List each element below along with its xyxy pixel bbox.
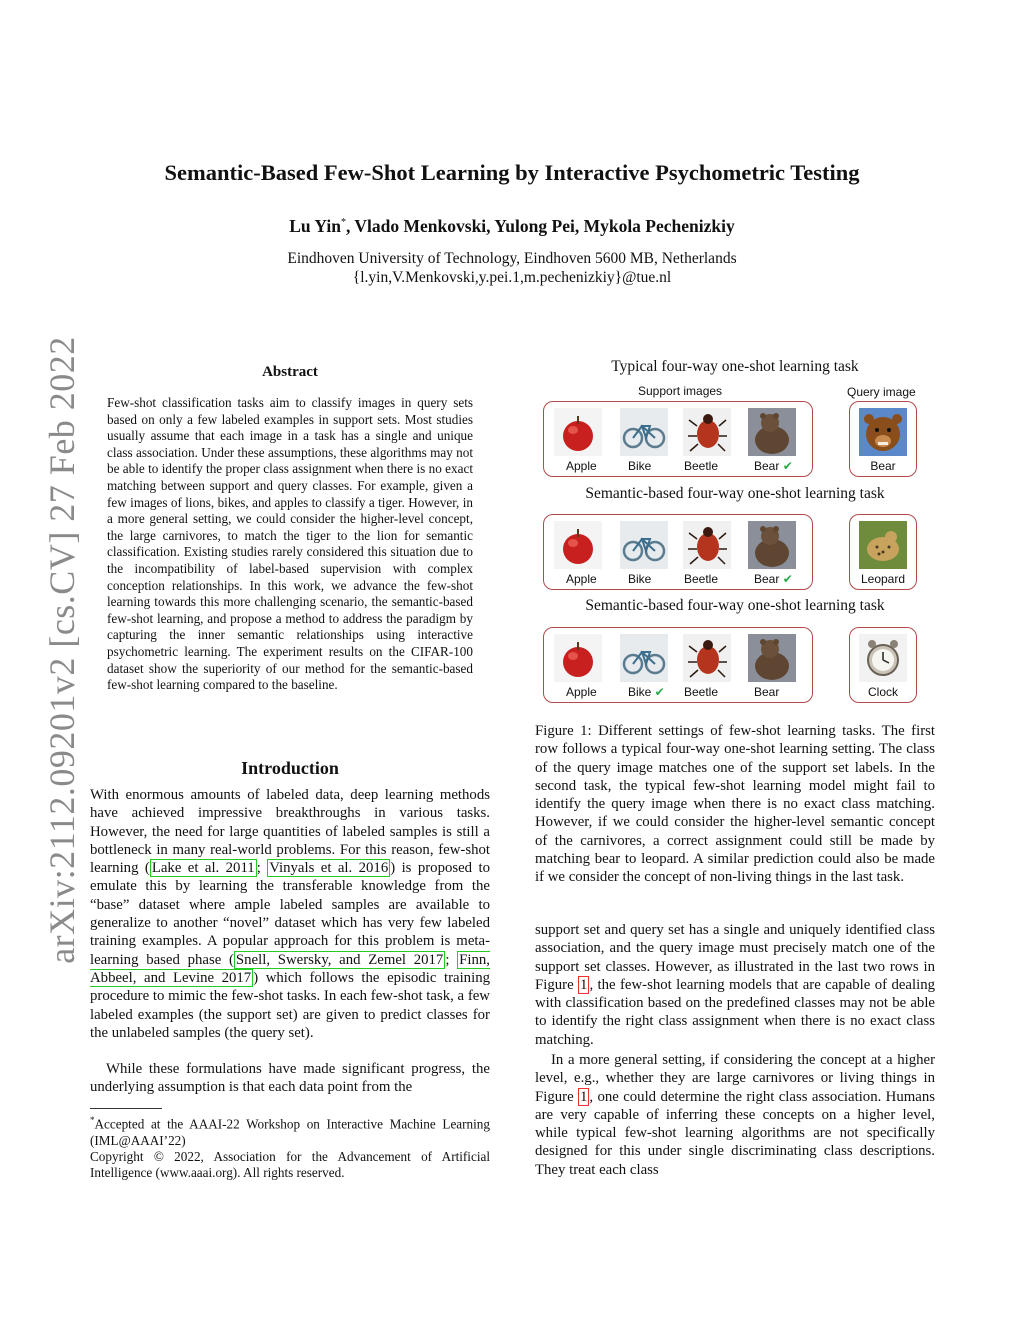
support-label-text: Bike	[628, 459, 652, 473]
support-label	[628, 459, 651, 473]
support-label-text: Apple	[566, 572, 597, 586]
support-set-box	[543, 627, 813, 703]
author-list	[0, 216, 1024, 237]
bear-query-image	[859, 408, 907, 456]
query-box	[849, 627, 917, 703]
apple-image	[554, 634, 602, 682]
affiliation: Eindhoven University of Technology, Eindhoven 5600 MB, Netherlands	[287, 250, 737, 267]
support-label-text: Bear	[754, 685, 780, 699]
footnote-divider	[90, 1108, 162, 1109]
right-paragraph-2	[535, 1051, 935, 1179]
introduction-heading: Introduction	[241, 758, 339, 778]
query-label: Leopard	[860, 572, 906, 586]
support-label-text: Beetle	[684, 572, 719, 586]
support-label	[684, 685, 718, 699]
support-label-text: Apple	[566, 459, 597, 473]
text-run: ) which follows the episodic training procedure to mimic the few-shot tasks. In each few-shot task, a few labeled examples (the support set) are given to predict classes for the unlabeled samples (the query set).	[90, 969, 490, 1041]
checkmark-icon: ✔	[779, 459, 793, 473]
apple-image	[554, 521, 602, 569]
text-run: , one could determine the right class association. Humans are very capable of inferring these concepts on a higher level, while typical few-shot learning algorithms are not specifically designed for this under single discriminating class descriptions. They treat each class	[535, 1088, 935, 1178]
support-label-text: Bike	[628, 685, 652, 699]
citation-link[interactable]: Finn, Abbeel, and Levine 2017	[90, 951, 491, 986]
footnote-text: Accepted at the AAAI-22 Workshop on Interactive Machine Learning (IML@AAAI’22)	[90, 1116, 490, 1148]
text-run: ;	[256, 860, 268, 877]
leopard-query-image	[859, 521, 907, 569]
support-label	[754, 459, 793, 473]
support-label	[684, 572, 718, 586]
support-label	[684, 459, 718, 473]
support-label	[566, 685, 597, 699]
clock-query-image	[859, 634, 907, 682]
text-run: ;	[445, 951, 458, 968]
support-label	[754, 685, 779, 699]
text-run: , the few-shot learning models that are capable of dealing with classification based on the predefined classes may not be able to identify the right class assignment when there is no exact class matching.	[535, 976, 935, 1048]
introduction-paragraph-2: While these formulations have made significant progress, the underlying assumption is that each data point from the	[90, 1061, 490, 1096]
support-label-text: Bike	[628, 572, 652, 586]
footnote-mark: *	[340, 217, 346, 229]
text-run: With enormous amounts of labeled data, deep learning methods have achieved impressive breakthroughs in various tasks. However, the need for large quantities of labeled samples is still a bottleneck in many real-world problems. For this reason, few-shot learning (	[90, 787, 490, 877]
abstract-heading: Abstract	[262, 364, 318, 380]
author-emails: {l.yin,V.Menkovski,y.pei.1,m.pechenizkiy}@tue.nl	[352, 269, 672, 286]
query-label: Clock	[867, 685, 898, 699]
bear-image	[748, 521, 796, 569]
bike-image	[620, 521, 668, 569]
support-label-text: Beetle	[684, 459, 719, 473]
support-label	[566, 572, 597, 586]
support-label	[628, 572, 651, 586]
figure-caption: Figure 1: Different settings of few-shot learning tasks. The first row follows a typical four-way one-shot learning setting. The class of the query image matches one of the support set labels. In the second task, the typical few-shot learning model might fail to identify the query image when there is no exact class matching. However, if we could consider the higher-level semantic concept of the carnivores, a correct assignment could still be made by matching bear to leopard. A similar prediction could also be made if we consider the concept of non-living things in the last task.	[535, 723, 935, 886]
beetle-image	[683, 408, 731, 456]
text-run: ) is proposed to emulate this by learning the transferable knowledge from the “base” dataset where ample labeled samples are available to generalize to another “novel” dataset which has very few labeled training examples. A popular approach for this problem is meta-learning based phase (	[90, 860, 490, 968]
figure-reference-link[interactable]: 1	[580, 976, 588, 993]
citation-link[interactable]: Vinyals et al. 2016	[269, 860, 389, 877]
bike-image	[620, 634, 668, 682]
query-label: Bear	[870, 459, 896, 473]
support-label-text: Bear	[754, 459, 780, 473]
figure-reference-link[interactable]: 1	[580, 1088, 588, 1105]
introduction-paragraph-1	[90, 786, 490, 1042]
figure-row-title: Semantic-based four-way one-shot learning task	[585, 597, 885, 614]
copyright-notice: Copyright © 2022, Association for the Advancement of Artificial Intelligence (www.aaai.org). All rights reserved.	[90, 1148, 490, 1181]
query-box	[849, 401, 917, 477]
bear-image	[748, 408, 796, 456]
citation-link[interactable]: Lake et al. 2011	[151, 860, 255, 877]
footnote	[90, 1112, 490, 1182]
abstract-text: Few-shot classification tasks aim to classify images in query sets based on only a few labeled examples in support sets. Most studies usually assume that each image in a task has a single and unique class association. Under these assumptions, these algorithms may not be able to identify the proper class assignment when there is no exact matching between support and query classes. For example, given a few images of lions, bikes, and apples to classify a tiger. However, in a more general setting, we could consider the higher-level concept, the large carnivores, to match the tiger to the lion for semantic classification. Existing studies rarely considered this situation due to the incompatibility of label-based supervision with complex conception relationships. In this work, we advance the few-shot learning towards this more challenging scenario, the semantic-based few-shot learning, and propose a method to address the paradigm by capturing the inner semantic relationships using interactive psychometric learning. The experiment results on the CIFAR-100 dataset show the superiority of our method for the semantic-based few-shot learning compared to the baseline.	[107, 395, 473, 693]
text-run: In a more general setting, if considering the concept at a higher level, e.g., whether they are large carnivores or living things in Figure	[535, 1052, 935, 1105]
bike-image	[620, 408, 668, 456]
support-label	[754, 572, 793, 586]
arxiv-identifier: arXiv:2112.09201v2 [cs.CV] 27 Feb 2022	[42, 336, 82, 964]
apple-image	[554, 408, 602, 456]
query-image-header: Query image	[847, 385, 916, 399]
figure-row-title: Typical four-way one-shot learning task	[611, 358, 859, 375]
beetle-image	[683, 521, 731, 569]
support-label-text: Bear	[754, 572, 780, 586]
support-label-text: Apple	[566, 685, 597, 699]
support-label	[628, 685, 665, 699]
support-label	[566, 459, 597, 473]
support-images-header: Support images	[638, 384, 723, 398]
checkmark-icon: ✔	[651, 685, 665, 699]
text-run: support set and query set has a single and uniquely identified class association, and the query image must precisely match one of the support set classes. However, as illustrated in the last two rows in Figure	[535, 922, 935, 993]
query-box	[849, 514, 917, 590]
citation-link[interactable]: Snell, Swersky, and Zemel 2017	[235, 951, 444, 968]
paper-title: Semantic-Based Few-Shot Learning by Interactive Psychometric Testing	[164, 160, 860, 185]
bear-image	[748, 634, 796, 682]
footnote-acceptance	[90, 1112, 490, 1149]
footnote-mark: *	[90, 1115, 95, 1125]
support-set-box	[543, 514, 813, 590]
other-authors: , Vlado Menkovski, Yulong Pei, Mykola Pechenizkiy	[345, 216, 735, 236]
support-label-text: Beetle	[684, 685, 719, 699]
figure-row-title: Semantic-based four-way one-shot learning task	[585, 485, 885, 502]
beetle-image	[683, 634, 731, 682]
checkmark-icon: ✔	[779, 572, 793, 586]
support-set-box	[543, 401, 813, 477]
first-author: Lu Yin	[289, 216, 341, 236]
right-paragraph-1	[535, 921, 935, 1049]
